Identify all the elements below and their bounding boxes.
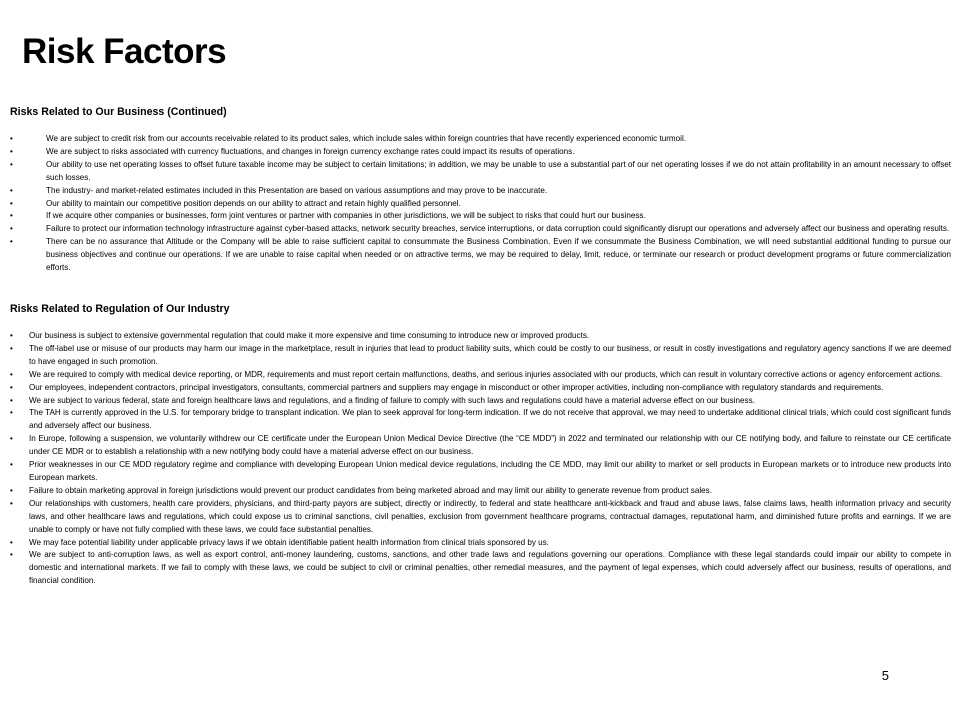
list-item-text: Our ability to maintain our competitive position depends on our ability to attract and retain highly qualified personnel. — [46, 198, 461, 208]
list-item-text: Our employees, independent contractors, principal investigators, consultants, commercial partners and suppliers may engage in misconduct or other improper activities, including non-compliance with regulatory standards and requirements. — [29, 382, 884, 392]
bullet-icon: • — [10, 134, 13, 143]
list-item-text: Our business is subject to extensive governmental regulation that could make it more expensive and time consuming to introduce new or improved products. — [29, 331, 590, 340]
list-item — [10, 395, 951, 408]
list-item — [10, 185, 951, 198]
list-item — [10, 223, 951, 236]
list-item-text: We are subject to anti-corruption laws, as well as export control, anti-money laundering, customs, sanctions, and other trade laws and regulations governing our operations. Compliance with these legal standards could impair our ability to compete in domestic and international markets. If we fail to comply with these laws, we could be subject to civil or criminal penalties, other remedial measures, and the payment of legal expenses, which could adversely affect our business, results of operations, and financial condition. — [29, 550, 951, 586]
list-item-text: In Europe, following a suspension, we voluntarily withdrew our CE certificate under the European Union Medical Device Directive (the “CE MDD”) in 2022 and terminated our relationship with our CE notifying body, and failure to reinstate our CE certificate under CE MDR or to establish a relationship with a new notifying body could have a material adverse effect on our business. — [29, 434, 951, 457]
bullet-icon: • — [10, 369, 13, 379]
list-item — [10, 498, 951, 537]
bullet-icon: • — [10, 434, 13, 444]
section-heading-business: Risks Related to Our Business (Continued) — [10, 106, 227, 118]
list-item — [10, 369, 951, 382]
list-item-text: We are required to comply with medical device reporting, or MDR, requirements and must report certain malfunctions, deaths, and serious injuries associated with our products, which can result in voluntary corrective actions or agency enforcement actions. — [29, 369, 943, 379]
list-item-text: If we acquire other companies or businesses, form joint ventures or partner with companies in other jurisdictions, we will be subject to risks that could hurt our business. — [46, 211, 646, 221]
list-item — [10, 537, 951, 550]
bullet-icon: • — [10, 537, 13, 547]
list-item-text: Prior weaknesses in our CE MDD regulatory regime and compliance with developing European Union medical device regulations, including the CE MDD, may limit our ability to market or sell products in European markets or to introduce new products into European markets. — [29, 460, 951, 482]
bullet-icon: • — [10, 146, 13, 156]
list-item-text: Failure to obtain marketing approval in foreign jurisdictions would prevent our product candidates from being marketed abroad and may limit our ability to generate revenue from product sales. — [29, 485, 712, 495]
bullet-icon: • — [10, 331, 13, 340]
list-item — [10, 330, 951, 343]
bullet-icon: • — [10, 185, 13, 195]
list-item-text: We are subject to various federal, state and foreign healthcare laws and regulations, and a finding of failure to comply with such laws and regulations could have a material adverse effect on our business. — [29, 395, 755, 405]
bullet-icon: • — [10, 460, 13, 470]
bullet-icon: • — [10, 198, 13, 208]
bullet-icon: • — [10, 395, 13, 405]
bullet-icon: • — [10, 159, 13, 169]
list-item-text: Our relationships with customers, health care providers, physicians, and third-party payors are subject, directly or indirectly, to federal and state healthcare anti-kickback and fraud and abuse laws, false claims laws, health information privacy and security laws, and other healthcare laws and regulations, which could expose us to criminal sanctions, civil penalties, exclusion from government healthcare programs, contractual damages, reputational harm, and diminished future profits and earnings. If we are unable to comply or have not fully complied with these laws, we could face substantial penalties. — [29, 498, 951, 534]
list-item — [10, 459, 951, 485]
list-item-text: The off-label use or misuse of our products may harm our image in the marketplace, result in injuries that lead to product liability suits, which could be costly to our business, or result in costly investigations and regulatory agency sanctions if we are deemed to have engaged in such promotion. — [29, 343, 951, 366]
list-item — [10, 159, 951, 185]
list-item-text: The TAH is currently approved in the U.S. for temporary bridge to transplant indication. We plan to seek approval for long-term indication. If we do not receive that approval, we may need to undertake additional clinical trials, which could cost significant funds and adversely affect our business. — [29, 408, 951, 431]
list-item — [10, 236, 951, 275]
bullet-icon: • — [10, 550, 13, 560]
page-title: Risk Factors — [22, 32, 227, 71]
bullet-icon: • — [10, 224, 13, 234]
list-item — [10, 407, 951, 433]
bullet-icon: • — [10, 211, 13, 221]
list-item — [10, 210, 951, 223]
list-item-text: We are subject to risks associated with currency fluctuations, and changes in foreign currency exchange rates could impact its results of operations. — [46, 146, 575, 156]
list-item-text: We may face potential liability under applicable privacy laws if we obtain identifiable patient health information from clinical trials sponsored by us. — [29, 537, 549, 547]
list-item — [10, 198, 951, 211]
bullet-icon: • — [10, 485, 13, 495]
list-item — [10, 133, 951, 146]
business-risks-list — [10, 133, 951, 275]
list-item — [10, 382, 951, 395]
list-item-text: We are subject to credit risk from our accounts receivable related to its product sales, which include sales within foreign countries that have recently experienced economic turmoil. — [46, 134, 687, 143]
bullet-icon: • — [10, 343, 13, 353]
page-number: 5 — [881, 668, 889, 683]
bullet-icon: • — [10, 498, 13, 508]
list-item — [10, 485, 951, 498]
list-item-text: Our ability to use net operating losses to offset future taxable income may be subject to certain limitations; in addition, we may be unable to use a substantial part of our net operating losses if we do not attain profitability in an amount necessary to offset such losses. — [46, 159, 951, 182]
list-item — [10, 433, 951, 459]
bullet-icon: • — [10, 408, 13, 418]
list-item-text: There can be no assurance that Altitude or the Company will be able to raise sufficient capital to consummate the Business Combination. Even if we consummate the Business Combination, we will need substantial additional funding to pursue our business objectives and continue our operations. If we are unable to raise capital when needed or on attractive terms, we may be required to delay, limit, reduce, or terminate our research or product development programs or future commercialization efforts. — [46, 237, 951, 273]
list-item-text: The industry- and market-related estimates included in this Presentation are based on various assumptions and may prove to be inaccurate. — [46, 185, 548, 195]
bullet-icon: • — [10, 237, 13, 247]
list-item — [10, 146, 951, 159]
section-heading-regulation: Risks Related to Regulation of Our Industry — [10, 303, 230, 315]
list-item-text: Failure to protect our information technology infrastructure against cyber-based attacks, network security breaches, service interruptions, or data corruption could significantly disrupt our operations and adversely affect our business and operating results. — [46, 224, 950, 234]
regulation-risks-list — [10, 330, 951, 588]
list-item — [10, 549, 951, 588]
bullet-icon: • — [10, 382, 13, 392]
list-item — [10, 343, 951, 369]
